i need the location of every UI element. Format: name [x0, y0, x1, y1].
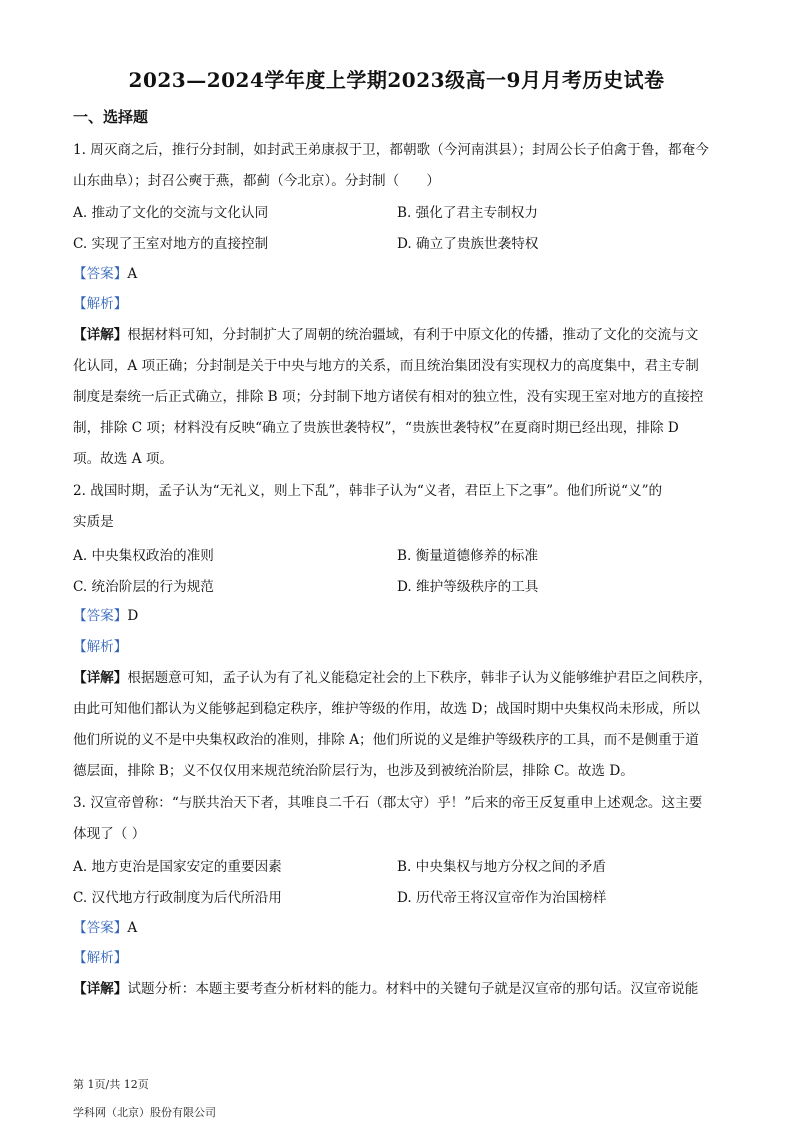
q3-answer: 【答案】A — [73, 920, 138, 936]
page-number: 第 1页/共 12页 — [73, 1078, 149, 1091]
section-heading: 一、选择题 — [73, 108, 149, 126]
q2-stem-line-2: 实质是 — [73, 514, 114, 530]
q2-answer-value: D — [127, 608, 139, 624]
q1-option-a: A. 推动了文化的交流与文化认同 — [73, 205, 269, 221]
q2-detail-line-1: 【详解】根据题意可知，孟子认为有了礼义能稳定社会的上下秩序，韩非子认为义能够维护君臣之间秩序， — [73, 670, 712, 686]
q3-analysis-label: 【解析】 — [73, 950, 128, 966]
q2-analysis-label: 【解析】 — [73, 639, 128, 655]
q2-detail-line-4: 德层面，排除 B；义不仅仅用来规范统治阶层行为，也涉及到被统治阶层，排除 C。故选 D。 — [73, 763, 634, 779]
q3-stem-line-2: 体现了（ ） — [73, 826, 146, 842]
q1-detail-line-3: 制度是秦统一后正式确立，排除 B 项；分封制下地方诸侯有相对的独立性，没有实现王室对地方的直接控 — [73, 389, 704, 405]
q1-stem-line-1: 1. 周灭商之后，推行分封制，如封武王弟康叔于卫，都朝歌（今河南淇县）；封周公长子伯禽于鲁，都奄今 — [73, 142, 709, 158]
q1-answer: 【答案】A — [73, 266, 138, 282]
q1-detail-line-1: 【详解】根据材料可知，分封制扩大了周朝的统治疆域，有利于中原文化的传播，推动了文化的交流与文 — [73, 327, 699, 343]
q2-detail-line-3: 他们所说的义不是中央集权政治的准则，排除 A；他们所说的义是维护等级秩序的工具，而不是侧重于道 — [73, 732, 699, 748]
q1-option-d: D. 确立了贵族世袭特权 — [397, 236, 539, 252]
q2-stem-line-1: 2. 战国时期，孟子认为“无礼义，则上下乱”，韩非子认为“义者，君臣上下之事”。他们所说“义”的 — [73, 483, 663, 499]
q2-option-b: B. 衡量道德修养的标准 — [397, 548, 538, 564]
q1-stem-line-2: 山东曲阜）；封召公奭于燕，都蓟（今北京）。分封制（ ） — [73, 173, 441, 189]
q3-option-c: C. 汉代地方行政制度为后代所沿用 — [73, 890, 282, 906]
q1-detail-line-4: 制，排除 C 项；材料没有反映“确立了贵族世袭特权”，“贵族世袭特权”在夏商时期已经出现，排除 D — [73, 420, 679, 436]
q1-detail-line-5: 项。故选 A 项。 — [73, 451, 174, 467]
q2-answer: 【答案】D — [73, 608, 139, 624]
q2-option-d: D. 维护等级秩序的工具 — [397, 579, 539, 595]
q1-detail-line-2: 化认同，A 项正确；分封制是关于中央与地方的关系，而且统治集团没有实现权力的高度集中，君主专制 — [73, 358, 699, 374]
q3-detail-line-1: 【详解】试题分析：本题主要考查分析材料的能力。材料中的关键句子就是汉宣帝的那句话。汉宣帝说能 — [73, 981, 699, 997]
q3-stem-line-1: 3. 汉宣帝曾称：“与朕共治天下者，其唯良二千石（郡太守）乎！”后来的帝王反复重申上述观念。这主要 — [73, 795, 703, 811]
q3-option-d: D. 历代帝王将汉宣帝作为治国榜样 — [397, 890, 607, 906]
q2-option-c: C. 统治阶层的行为规范 — [73, 579, 214, 595]
page-title: 2023—2024学年度上学期2023级高一9月月考历史试卷 — [128, 68, 665, 92]
q1-option-b: B. 强化了君主专制权力 — [397, 205, 538, 221]
footer-company: 学科网（北京）股份有限公司 — [73, 1106, 216, 1119]
q3-option-b: B. 中央集权与地方分权之间的矛盾 — [397, 859, 606, 875]
q2-option-a: A. 中央集权政治的准则 — [73, 548, 214, 564]
q1-answer-value: A — [127, 266, 138, 282]
q3-answer-value: A — [127, 920, 138, 936]
q1-analysis-label: 【解析】 — [73, 296, 128, 312]
q3-option-a: A. 地方吏治是国家安定的重要因素 — [73, 859, 282, 875]
q2-detail-line-2: 由此可知他们都认为义能够起到稳定秩序，维护等级的作用，故选 D；战国时期中央集权尚未形成，所以 — [73, 701, 700, 717]
q1-option-c: C. 实现了王室对地方的直接控制 — [73, 236, 269, 252]
